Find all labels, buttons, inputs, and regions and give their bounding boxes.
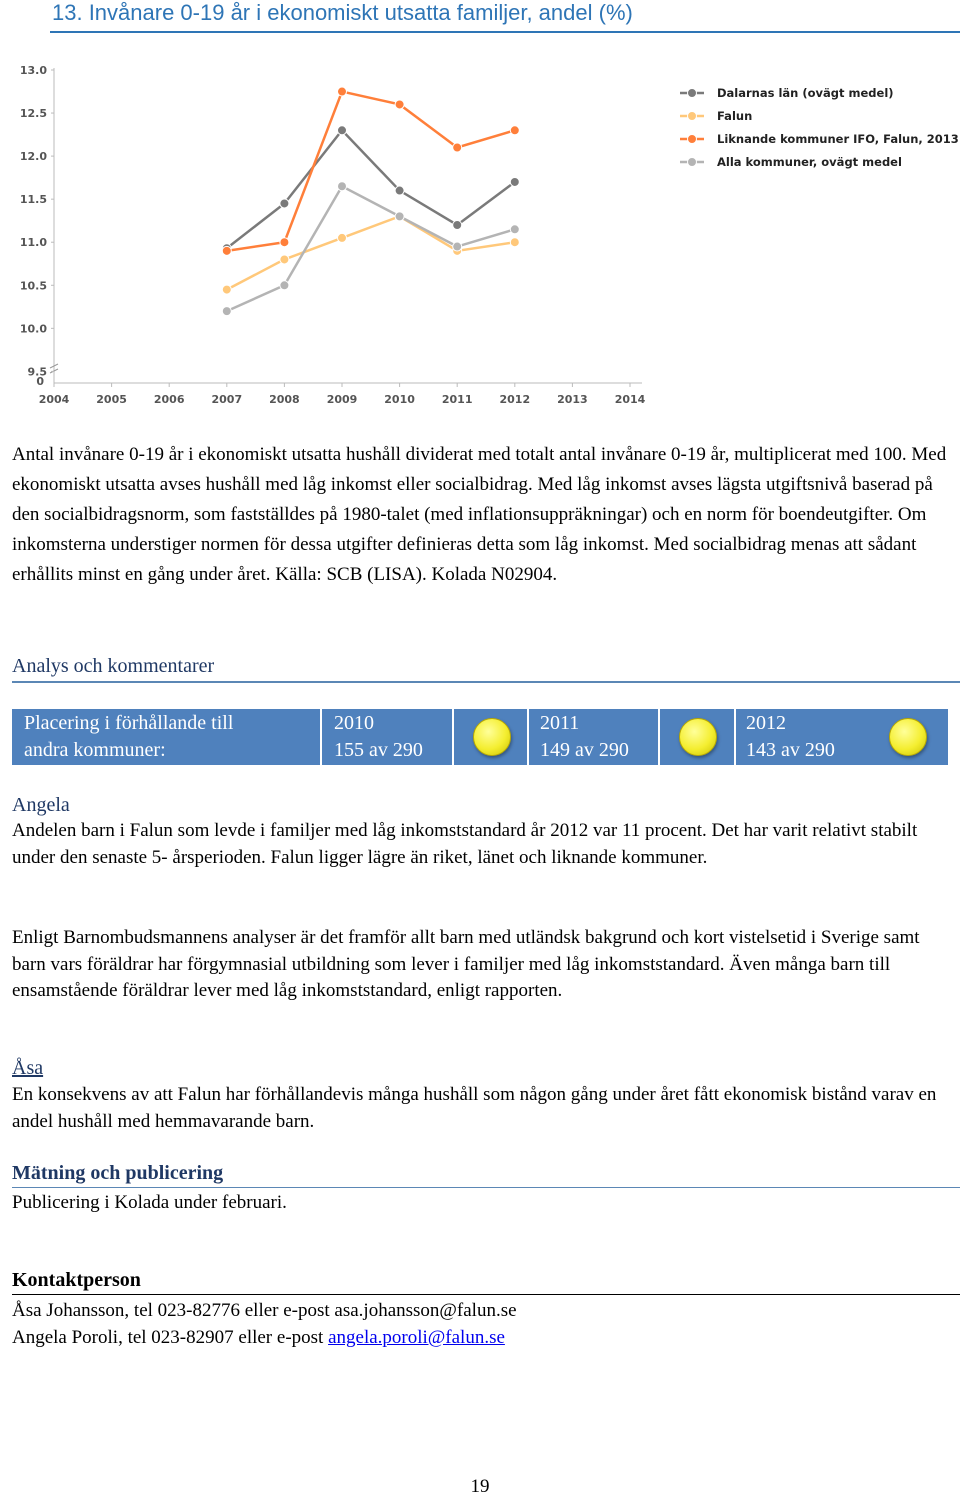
data-point — [453, 221, 462, 230]
data-point — [395, 212, 404, 221]
comment-angela: Andelen barn i Falun som levde i familjer med låg inkomststandard år 2012 var 11 procent. Det har varit relativt stabilt under den senaste 5- årsperioden. Falun ligger lägre än riket, länet och liknande kommuner. — [12, 820, 918, 868]
table-separator — [527, 709, 529, 765]
line-chart — [0, 55, 960, 415]
data-point — [222, 246, 231, 255]
x-tick-label: 2014 — [614, 393, 646, 406]
contact-rule — [12, 1294, 960, 1295]
y-tick-label: 10.0 — [19, 322, 47, 336]
data-point — [338, 126, 347, 135]
y-tick-label: 11.5 — [19, 193, 47, 207]
data-point — [280, 238, 289, 247]
y-zero-label: 0 — [36, 375, 44, 388]
data-point — [510, 126, 519, 135]
email-link[interactable]: angela.poroli@falun.se — [328, 1327, 505, 1348]
x-tick-label: 2008 — [269, 393, 300, 406]
comment-barnombud: Enligt Barnombudsmannens analyser är det framför allt barn med utländsk bakgrund och kort vistelsetid i Sverige samt barn vars föräldrar har förgymnasial utbildning som lever i familjer med låg inkomststandard. Även många barn till ensamstående föräldrar lever med låg inkomststandard, enligt rapporten. — [12, 927, 920, 1001]
legend-label: Liknande kommuner IFO, Falun, 2013 — [717, 132, 959, 146]
y-tick-label: 10.5 — [19, 279, 47, 293]
legend-swatch-marker — [688, 112, 697, 121]
yellow-sun-icon — [889, 718, 927, 756]
analysis-rule — [12, 681, 960, 683]
table-separator — [734, 709, 736, 765]
legend-swatch-marker — [688, 89, 697, 98]
y-tick-label: 12.5 — [19, 107, 47, 121]
data-point — [280, 255, 289, 264]
page-number: 19 — [470, 1476, 490, 1497]
ranking-year: 2012 — [746, 712, 786, 734]
chart-series — [222, 87, 519, 316]
measurement-rule — [12, 1187, 960, 1188]
ranking-year: 2010 — [334, 712, 374, 734]
x-tick-label: 2013 — [557, 393, 588, 406]
yellow-sun-icon — [473, 718, 511, 756]
x-tick-label: 2007 — [211, 393, 243, 406]
data-point — [280, 281, 289, 290]
data-point — [395, 100, 404, 109]
data-point — [510, 238, 519, 247]
ranking-value: 143 av 290 — [746, 739, 835, 761]
ranking-2010 — [334, 709, 454, 766]
y-tick-label: 13.0 — [19, 64, 47, 77]
data-point — [510, 177, 519, 186]
legend-swatch-marker — [688, 135, 697, 144]
table-separator — [658, 709, 660, 765]
chart-legend — [680, 86, 959, 169]
ranking-year: 2011 — [540, 712, 580, 734]
x-tick-label: 2012 — [499, 393, 531, 406]
data-point — [338, 233, 347, 242]
ranking-value: 155 av 290 — [334, 739, 423, 761]
analysis-title: Analys och kommentarer — [12, 655, 215, 677]
x-tick-label: 2010 — [384, 393, 415, 406]
comment-author-asa: Åsa — [12, 1057, 44, 1079]
ranking-2011 — [540, 709, 660, 766]
legend-label: Falun — [717, 109, 753, 123]
x-tick-label: 2004 — [38, 393, 70, 406]
data-point — [395, 186, 404, 195]
legend-label: Dalarnas län (ovägt medel) — [717, 86, 894, 100]
data-point — [222, 307, 231, 316]
contact-title: Kontaktperson — [12, 1269, 141, 1291]
ranking-value: 149 av 290 — [540, 739, 629, 761]
data-point — [453, 242, 462, 251]
data-point — [338, 182, 347, 191]
x-tick-label: 2009 — [326, 393, 358, 406]
heading-underline — [50, 31, 960, 33]
data-point — [453, 143, 462, 152]
comment-author-angela: Angela — [12, 794, 70, 816]
ranking-2012 — [746, 709, 866, 766]
data-point — [338, 87, 347, 96]
legend-label: Alla kommuner, ovägt medel — [717, 155, 902, 169]
series-line — [227, 216, 515, 289]
contact-asa: Åsa Johansson, tel 023-82776 eller e-post asa.johansson@falun.se — [12, 1300, 517, 1321]
placement-table — [12, 709, 948, 765]
x-tick-label: 2011 — [441, 393, 473, 406]
data-point — [510, 225, 519, 234]
measurement-title: Mätning och publicering — [12, 1162, 224, 1184]
data-point — [280, 199, 289, 208]
contact-angela: Angela Poroli, tel 023-82907 eller e-post angela.poroli@falun.se — [12, 1327, 505, 1348]
page-heading: 13. Invånare 0-19 år i ekonomiskt utsatta familjer, andel (%) — [52, 0, 633, 25]
x-tick-label: 2005 — [96, 393, 127, 406]
placement-label: Placering i förhållande till andra kommuner: — [24, 712, 234, 761]
table-separator — [452, 709, 454, 765]
comment-asa: En konsekvens av att Falun har förhållandevis många hushåll som någon gång under året fått ekonomisk bistånd varav en andel hushåll med hemmavarande barn. — [12, 1084, 937, 1132]
indicator-description: Antal invånare 0-19 år i ekonomiskt utsatta hushåll dividerat med totalt antal invånare 0-19 år, multiplicerat med 100. Med ekonomiskt utsatta avses hushåll med låg inkomst eller socialbidrag. Med låg inkomst avses lägsta utgiftsnivå baserad på den socialbidragsnorm, som fastställdes på 1980-talet (med inflationsuppräkningar) och en norm för boendeutgifter. Om inkomsterna understiger normen för dessa utgifter definieras detta som låg inkomst. Med socialbidrag menas att sådant erhållits minst en gång under året. Källa: SCB (LISA). Kolada N02904. — [12, 444, 947, 585]
y-tick-label: 9.5 — [27, 365, 47, 379]
y-tick-label: 12.0 — [19, 150, 47, 164]
table-separator — [320, 709, 322, 765]
data-point — [222, 285, 231, 294]
yellow-sun-icon — [679, 718, 717, 756]
measurement-text: Publicering i Kolada under februari. — [12, 1192, 287, 1213]
x-tick-label: 2006 — [153, 393, 185, 406]
series-line — [227, 130, 515, 248]
legend-swatch-marker — [688, 158, 697, 167]
y-tick-label: 11.0 — [19, 236, 47, 250]
